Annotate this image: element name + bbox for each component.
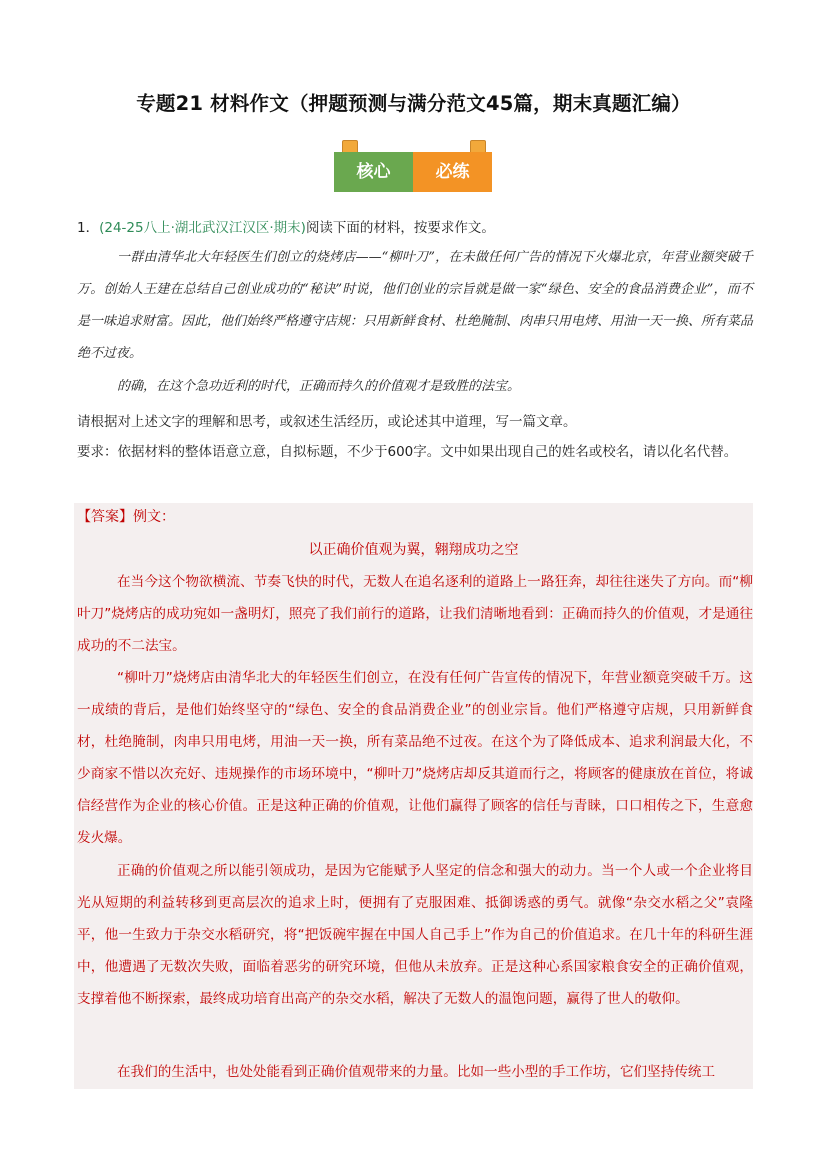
essay-paragraph: 在我们的生活中，也处处能看到正确价值观带来的力量。比如一些小型的手工作坊，它们坚持传统工 [117,1064,716,1080]
document-title: 专题21 材料作文（押题预测与满分范文45篇，期末真题汇编） [136,92,691,115]
requirement-text: 要求：依据材料的整体语意立意，自拟标题，不少于600字。文中如果出现自己的姓名或校名，请以化名代替。 [77,444,738,460]
material-paragraph: 一群由清华北大年轻医生们创立的烧烤店——“柳叶刀”，在未做任何广告的情况下火爆北京，年营业额突破千万。创始人王建在总结自己创业成功的“秘诀”时说，他们创业的宗旨就是做一家“绿色、安全的食品消费企业”，而不是一味追求财富。因此，他们始终严格遵守店规：只用新鲜食材、杜绝腌制、肉串只用电烤、用油一天一换、所有菜品绝不过夜。 [77,250,754,361]
question-line [77,216,495,236]
core-practice-badge [334,146,492,192]
essay-paragraph: 在当今这个物欲横流、节奏飞快的时代，无数人在追名逐利的道路上一路狂奔，却往往迷失了方向。而“柳叶刀”烧烤店的成功宛如一盏明灯，照亮了我们前行的道路，让我们清晰地看到：正确而持久的价值观，才是通往成功的不二法宝。 [77,574,753,654]
answer-label: 【答案】例文： [77,509,175,525]
question-number: 1． [77,220,100,236]
question-source: (24-25八上·湖北武汉江汉区·期末) [99,220,306,236]
essay-paragraph: 正确的价值观之所以能引领成功，是因为它能赋予人坚定的信念和强大的动力。当一个人或一个企业将目光从短期的利益转移到更高层次的追求上时，便拥有了克服困难、抵御诱惑的勇气。就像“杂交水稻之父”袁隆平，他一生致力于杂交水稻研究，将“把饭碗牢握在中国人自己手上”作为自己的价值追求。在几十年的科研生涯中，他遭遇了无数次失败，面临着恶劣的研究环境，但他从未放弃。正是这种心系国家粮食安全的正确价值观，支撑着他不断探索，最终成功培育出高产的杂交水稻，解决了无数人的温饱问题，赢得了世人的敬仰。 [77,863,753,1007]
essay-title: 以正确价值观为翼，翱翔成功之空 [308,542,519,558]
essay-paragraph: “柳叶刀”烧烤店由清华北大的年轻医生们创立，在没有任何广告宣传的情况下，年营业额竟突破千万。这一成绩的背后，是他们始终坚守的“绿色、安全的食品消费企业”的创业宗旨。他们严格遵守店规，只用新鲜食材，杜绝腌制，肉串只用电烤，用油一天一换，所有菜品绝不过夜。在这个为了降低成本、追求利润最大化，不少商家不惜以次充好、违规操作的市场环境中，“柳叶刀”烧烤店却反其道而行之，将顾客的健康放在首位，将诚信经营作为企业的核心价值。正是这种正确的价值观，让他们赢得了顾客的信任与青睐，口口相传之下，生意愈发火爆。 [77,670,753,846]
badge-left: 核心 [334,152,413,192]
material-paragraph: 的确，在这个急功近利的时代，正确而持久的价值观才是致胜的法宝。 [117,379,521,394]
badge-right: 必练 [413,152,492,192]
question-prompt: 阅读下面的材料，按要求作文。 [305,220,495,236]
instruction-text: 请根据对上述文字的理解和思考，或叙述生活经历，或论述其中道理，写一篇文章。 [77,414,577,430]
